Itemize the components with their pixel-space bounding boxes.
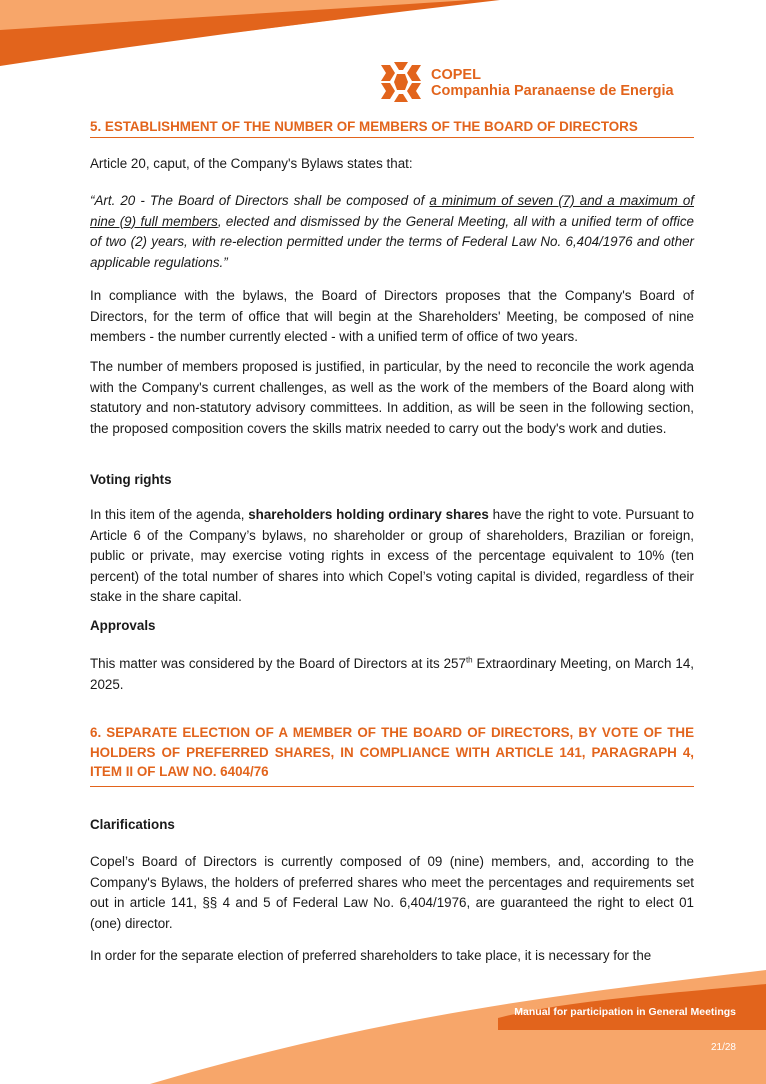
quote-underlined: a minimum of seven (7) and a maximum of nine (9) full members	[90, 193, 694, 229]
voting-part-2: have the right to vote. Pursuant to Article 6 of the Company’s bylaws, no shareholder or group of shareholders, Brazilian or foreign, public or private, may exercise voting rights in excess of the percentage equivalent to 10% (ten percent) of the total number of shares into which Copel’s voting capital is divided, regardless of their stake in the share capital.	[90, 507, 694, 604]
section-6-title: 6. SEPARATE ELECTION OF A MEMBER OF THE BOARD OF DIRECTORS, BY VOTE OF THE HOLDERS OF PREFERRED SHARES, IN COMPLIANCE WITH ARTICLE 141, PARAGRAPH 4, ITEM II OF LAW NO. 6404/76	[90, 725, 694, 779]
bylaws-quote	[90, 191, 694, 273]
separate-election-paragraph: In order for the separate election of preferred shareholders to take place, it is necessary for the	[90, 948, 652, 963]
clarifications-heading: Clarifications	[90, 817, 175, 832]
voting-rights-paragraph	[90, 505, 694, 608]
logo-subtitle: Companhia Paranaense de Energia	[431, 83, 674, 99]
copel-logo-icon	[381, 62, 421, 102]
approvals-paragraph	[90, 654, 694, 695]
article-intro: Article 20, caput, of the Company's Bylaws states that:	[90, 156, 413, 171]
voting-rights-heading: Voting rights	[90, 472, 172, 487]
quote-part-2: , elected and dismissed by the General Meeting, all with a unified term of office of two (2) years, with re-election permitted under the terms of Federal Law No. 6,404/1976 and other applicable regulations.”	[90, 213, 694, 270]
compliance-paragraph: In compliance with the bylaws, the Board of Directors proposes that the Company's Board of Directors, for the term of office that will begin at the Shareholders' Meeting, be composed of nine members - the number currently elected - with a unified term of office of two years.	[90, 288, 694, 344]
section-5-divider	[90, 137, 694, 138]
quote-part-1: “Art. 20 - The Board of Directors shall be composed of	[90, 193, 430, 208]
logo-name: COPEL	[431, 67, 481, 83]
voting-part-1: In this item of the agenda,	[90, 507, 249, 522]
footer-swoosh	[0, 960, 766, 1084]
footer-manual-label: Manual for participation in General Meetings	[514, 1006, 736, 1018]
approvals-heading: Approvals	[90, 618, 156, 633]
page-number: 21/28	[710, 1042, 736, 1053]
company-logo	[381, 62, 691, 104]
approvals-part-2: Extraordinary Meeting, on March 14, 2025.	[90, 656, 694, 692]
approvals-part-1: This matter was considered by the Board of Directors at its 257	[90, 656, 466, 671]
header-swoosh	[0, 0, 766, 70]
voting-bold: shareholders holding ordinary shares	[248, 507, 489, 522]
section-5-title: 5. ESTABLISHMENT OF THE NUMBER OF MEMBERS OF THE BOARD OF DIRECTORS	[90, 119, 638, 134]
justification-paragraph: The number of members proposed is justified, in particular, by the need to reconcile the work agenda with the Company's current challenges, as well as the work of the members of the Board along with statutory and non-statutory advisory committees. In addition, as will be seen in the following section, the proposed composition covers the skills matrix needed to carry out the body's work and duties.	[90, 359, 694, 436]
board-composition-paragraph: Copel’s Board of Directors is currently composed of 09 (nine) members, and, according to the Company's Bylaws, the holders of preferred shares who meet the percentages and requirements set out in article 141, §§ 4 and 5 of Federal Law No. 6,404/1976, are guaranteed the right to elect 01 (one) director.	[90, 854, 694, 931]
section-6-divider	[90, 786, 694, 787]
approvals-sup: th	[465, 655, 473, 665]
